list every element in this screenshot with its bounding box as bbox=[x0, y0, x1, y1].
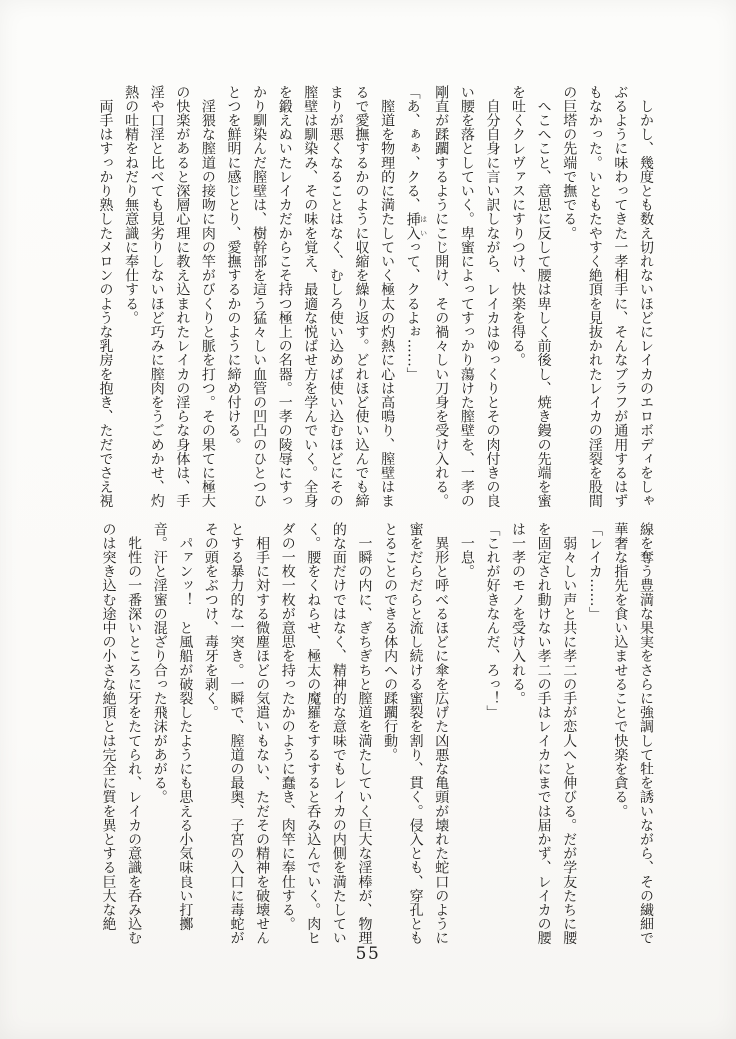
text-line: 的な面だけではなく、精神的な意味でもレイカの内側を満たしてい bbox=[330, 522, 347, 945]
text-line: ぶるように味わってきた一孝相手に、そんなブラフが通用するはず bbox=[612, 85, 629, 508]
text-line: の快楽があると深層心理に教え込まれたレイカの淫らな身体は、手 bbox=[174, 85, 191, 508]
text-line: 蜜をだらだらと流し続ける蜜裂を割り、貫く。侵入とも、穿孔とも bbox=[407, 522, 424, 945]
text-line: 華奢な指先を食い込ませることで快楽を貪る。 bbox=[612, 522, 629, 819]
text-line: 膣道を物理的に満たしていく極太の灼熱に心は高鳴り、膣壁はま bbox=[379, 85, 396, 508]
text-line: 「これが好きなんだ、ろっ！」 bbox=[484, 522, 501, 720]
text-line: 剛直が蹂躙するようにこじ開け、その禍々しい刀身を受け入れる。 bbox=[433, 85, 450, 508]
text-line: その頭をぶつけ、毒牙を剥く。 bbox=[202, 522, 219, 720]
text-line: のは突き込む途中の小さな絶頂とは完全に質を異とする巨大な絶 bbox=[100, 522, 117, 931]
text-line: く。腰をくねらせ、極太の魔羅をするすると呑み込んでいく。肉ヒ bbox=[305, 522, 322, 945]
text-line: の巨塔の先端で撫でる。 bbox=[561, 85, 578, 241]
text-line: かり馴染んだ膣壁は、樹幹部を這う猛々しい血管の凹凸のひとつひ bbox=[251, 85, 268, 508]
text-block-top bbox=[92, 85, 658, 511]
text-line: へこへこと、意思に反して腰は卑しく前後し、焼き鏝の先端を蜜 bbox=[535, 85, 552, 508]
text-line: 淫や口淫と比べても見劣りしないほど巧みに膣肉をうごめかせ、灼 bbox=[148, 85, 165, 508]
text-line: は一孝のモノを受け入れる。 bbox=[510, 522, 527, 706]
text-line: 弱々しい声と共に孝二の手が恋人へと伸びる。だが学友たちに腰 bbox=[561, 522, 578, 945]
text-line: パァンッ！ と風船が破裂したようにも思える小気味良い打擲 bbox=[177, 522, 194, 931]
text-line: い腰を落としていく。卑蜜によってすっかり蕩けた膣壁を、一孝の bbox=[458, 85, 475, 508]
text-line: 「あ、ぁぁ、クる、挿入 はいって、クるよぉ……」 bbox=[404, 85, 428, 382]
page-number: 55 bbox=[355, 944, 381, 964]
text-line: を鍛えぬいたレイカだからこそ持つ極上の名器。一孝の陵辱にすっ bbox=[276, 85, 293, 508]
text-line: 両手はすっかり熟したメロンのような乳房を抱き、ただでさえ視 bbox=[97, 85, 114, 508]
text-line: 相手に対する微塵ほどの気遣いもない、ただその精神を破壊せん bbox=[254, 522, 271, 945]
text-line: 熱の吐精をねだり無意識に奉仕する。 bbox=[123, 85, 140, 325]
text-line: 一息。 bbox=[458, 522, 475, 579]
ruby-annotated-word: 挿入 はい bbox=[404, 211, 428, 241]
text-line: 音。汗と淫蜜の混ざり合った飛沫があがる。 bbox=[151, 522, 168, 804]
text-line: 異形と呼べるほどに傘を広げた凶悪な亀頭が壊れた蛇口のように bbox=[433, 522, 450, 945]
text-block-bottom bbox=[95, 522, 658, 948]
text-line: を固定され動けない孝二の手はレイカにまでは届かず、レイカの腰 bbox=[535, 522, 552, 945]
text-line: ダの一枚一枚が意思を持ったかのように蠢き、肉竿に奉仕する。 bbox=[279, 522, 296, 931]
text-line: 一瞬の内に、ぎちぎちと膣道を満たしていく巨大な淫棒が、物理 bbox=[356, 522, 373, 945]
text-line: もなかった。いともたやすく絶頂を見抜かれたレイカの淫裂を股間 bbox=[586, 85, 603, 508]
text-line: 線を奪う豊満な果実をさらに強調して牡を誘いながら、その繊細で bbox=[638, 522, 654, 945]
text-line: 牝性の一番深いところに牙をたてられ、レイカの意識を呑み込む bbox=[126, 522, 143, 945]
text-line: とつを鮮明に感じとり、愛撫するかのように締め付ける。 bbox=[225, 85, 242, 452]
text-line: まりが悪くなることはなく、むしろ使い込めば使い込むほどにその bbox=[327, 85, 344, 508]
text-line: 自分自身に言い訳しながら、レイカはゆっくりとその肉付きの良 bbox=[484, 85, 501, 508]
text-line: 淫猥な膣道の接吻に肉の竿がびくりと脈を打つ。その果てに極大 bbox=[199, 85, 216, 508]
text-line: とする暴力的な一突き。一瞬で、膣道の最奥、子宮の入口に毒蛇が bbox=[228, 522, 245, 945]
text-line: 膣壁は馴染み、その味を覚え、最適な悦ばせ方を学んでいく。全身 bbox=[302, 85, 319, 508]
text-line: しかし、幾度とも数え切れないほどにレイカのエロボディをしゃ bbox=[638, 85, 654, 508]
text-line: とることのできる体内への蹂躙行動。 bbox=[382, 522, 399, 762]
text-line: を吐くクレヴァスにすりつけ、快楽を得る。 bbox=[510, 85, 527, 367]
text-line: 「レイカ……」 bbox=[586, 522, 603, 621]
text-line: るで愛撫するかのように収縮を繰り返す。どれほど使い込んでも締 bbox=[353, 85, 370, 508]
